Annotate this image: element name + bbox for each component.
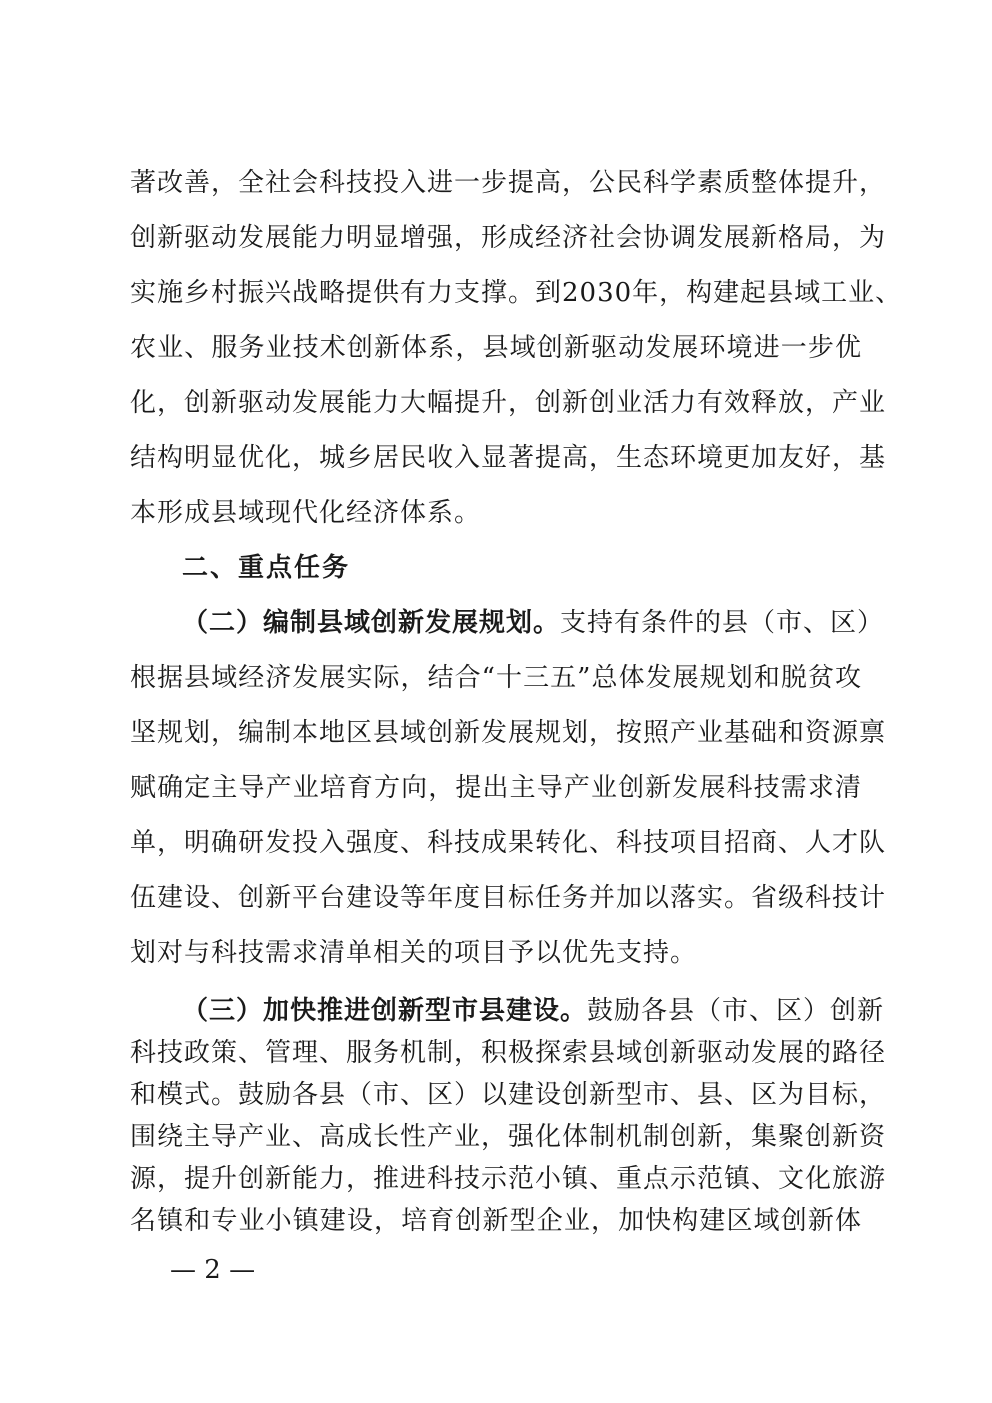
body-line: 科技政策、管理、服务机制，积极探索县域创新驱动发展的路径 <box>130 1038 887 1068</box>
section-first-line <box>182 603 885 643</box>
body-line: 伍建设、创新平台建设等年度目标任务并加以落实。省级科技计 <box>130 883 887 913</box>
body-text: 支持有条件的县（市、区） <box>560 608 885 638</box>
body-line: 结构明显优化，城乡居民收入显著提高，生态环境更加友好，基 <box>130 443 887 473</box>
body-line: 源，提升创新能力，推进科技示范小镇、重点示范镇、文化旅游 <box>130 1164 887 1194</box>
body-line: 围绕主导产业、高成长性产业，强化体制机制创新，集聚创新资 <box>130 1122 887 1152</box>
body-text: 鼓励各县（市、区）创新 <box>587 996 885 1026</box>
body-line: 根据县域经济发展实际，结合“十三五”总体发展规划和脱贫攻 <box>130 663 862 693</box>
body-line: 名镇和专业小镇建设，培育创新型企业，加快构建区域创新体 <box>130 1206 862 1236</box>
body-line: 创新驱动发展能力明显增强，形成经济社会协调发展新格局，为 <box>130 223 887 253</box>
body-line: 划对与科技需求清单相关的项目予以优先支持。 <box>130 938 698 968</box>
body-line: 单，明确研发投入强度、科技成果转化、科技项目招商、人才队 <box>130 828 887 858</box>
section-first-line <box>182 991 885 1031</box>
body-line: 和模式。鼓励各县（市、区）以建设创新型市、县、区为目标， <box>130 1080 887 1110</box>
body-line: 化，创新驱动发展能力大幅提升，创新创业活力有效释放，产业 <box>130 388 887 418</box>
body-line: 著改善，全社会科技投入进一步提高，公民科学素质整体提升， <box>130 168 887 198</box>
body-line: 本形成县域现代化经济体系。 <box>130 498 482 528</box>
body-line: 坚规划，编制本地区县域创新发展规划，按照产业基础和资源禀 <box>130 718 887 748</box>
page-number: — 2 — <box>170 1255 256 1285</box>
body-line: 赋确定主导产业培育方向，提出主导产业创新发展科技需求清 <box>130 773 862 803</box>
body-line: 实施乡村振兴战略提供有力支撑。到2030年，构建起县域工业、 <box>130 278 903 308</box>
subsection-title: （二）编制县域创新发展规划。 <box>182 608 561 638</box>
subsection-title: （三）加快推进创新型市县建设。 <box>182 996 588 1026</box>
body-line: 农业、服务业技术创新体系，县域创新驱动发展环境进一步优 <box>130 333 862 363</box>
section-heading: 二、重点任务 <box>182 553 351 583</box>
